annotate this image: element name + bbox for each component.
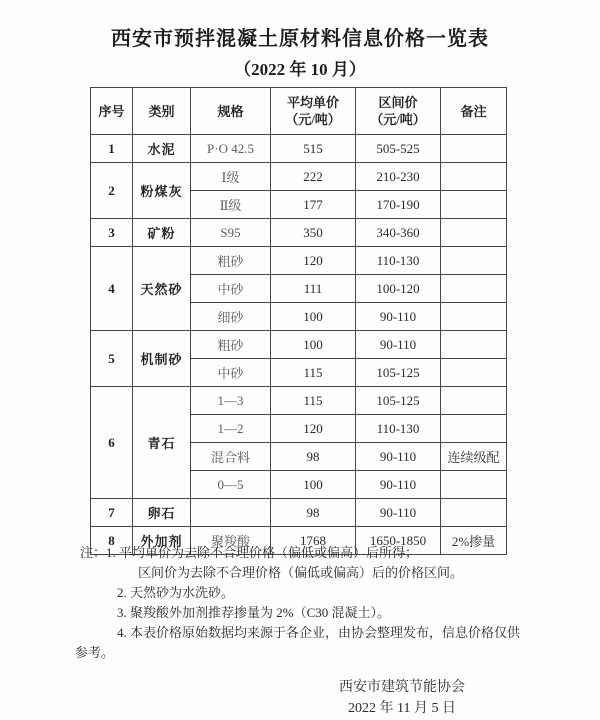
table-row <box>91 499 507 527</box>
cell-average-price: 98 <box>271 443 356 471</box>
cell-remark: 连续级配 <box>441 443 507 471</box>
column-header <box>441 88 507 135</box>
cell-range-price: 90-110 <box>356 471 441 499</box>
cell-category: 粉煤灰 <box>133 163 191 219</box>
cell-spec: 中砂 <box>191 275 271 303</box>
cell-spec: P·O 42.5 <box>191 135 271 163</box>
cell-serial: 1 <box>91 135 133 163</box>
cell-category: 卵石 <box>133 499 191 527</box>
cell-average-price: 111 <box>271 275 356 303</box>
table-row <box>91 135 507 163</box>
note-line: 3. 聚羧酸外加剂推荐掺量为 2%（C30 混凝土）。 <box>117 605 391 620</box>
table-row <box>91 387 507 415</box>
cell-spec: 1—3 <box>191 387 271 415</box>
page-title: 西安市预拌混凝土原材料信息价格一览表 <box>111 28 489 50</box>
cell-average-price: 1768 <box>271 527 356 555</box>
cell-serial: 6 <box>91 387 133 499</box>
table-row <box>91 247 507 275</box>
cell-remark <box>441 191 507 219</box>
cell-average-price: 120 <box>271 415 356 443</box>
cell-range-price: 90-110 <box>356 443 441 471</box>
cell-average-price: 120 <box>271 247 356 275</box>
cell-category: 天然砂 <box>133 247 191 331</box>
cell-category: 外加剂 <box>133 527 191 555</box>
cell-remark: 2%掺量 <box>441 527 507 555</box>
cell-range-price: 110-130 <box>356 415 441 443</box>
cell-remark <box>441 331 507 359</box>
signature-org: 西安市建筑节能协会 <box>339 680 465 695</box>
table-row <box>91 219 507 247</box>
cell-serial: 4 <box>91 247 133 331</box>
cell-spec: S95 <box>191 219 271 247</box>
cell-serial: 3 <box>91 219 133 247</box>
cell-range-price: 505-525 <box>356 135 441 163</box>
cell-remark <box>441 387 507 415</box>
cell-range-price: 170-190 <box>356 191 441 219</box>
table-row <box>91 163 507 191</box>
cell-spec: 1—2 <box>191 415 271 443</box>
column-header <box>91 88 133 135</box>
note-line: 4. 本表价格原始数据均来源于各企业，由协会整理发布，信息价格仅供 <box>117 625 521 640</box>
cell-remark <box>441 471 507 499</box>
cell-remark <box>441 303 507 331</box>
cell-category: 青石 <box>133 387 191 499</box>
page-subtitle: （2022 年 10 月） <box>234 60 366 79</box>
cell-average-price: 98 <box>271 499 356 527</box>
cell-remark <box>441 135 507 163</box>
column-header-label: 备注 <box>460 103 487 119</box>
signature-block <box>339 677 465 719</box>
column-header-label: 规格 <box>217 103 244 119</box>
cell-serial: 2 <box>91 163 133 219</box>
cell-spec: 0—5 <box>191 471 271 499</box>
cell-remark <box>441 275 507 303</box>
column-header <box>356 88 441 135</box>
cell-average-price: 222 <box>271 163 356 191</box>
column-header <box>133 88 191 135</box>
cell-range-price: 100-120 <box>356 275 441 303</box>
column-header-unit: （元/吨） <box>285 112 341 127</box>
cell-remark <box>441 415 507 443</box>
cell-average-price: 100 <box>271 303 356 331</box>
column-header-label: 序号 <box>98 103 125 119</box>
cell-range-price: 90-110 <box>356 499 441 527</box>
cell-spec: Ⅰ级 <box>191 163 271 191</box>
cell-spec: 混合料 <box>191 443 271 471</box>
signature-date: 2022 年 11 月 5 日 <box>348 701 456 716</box>
cell-average-price: 515 <box>271 135 356 163</box>
cell-range-price: 110-130 <box>356 247 441 275</box>
cell-serial: 5 <box>91 331 133 387</box>
column-header <box>191 88 271 135</box>
cell-category: 水泥 <box>133 135 191 163</box>
cell-spec: 细砂 <box>191 303 271 331</box>
cell-spec: 聚羧酸 <box>191 527 271 555</box>
cell-remark <box>441 247 507 275</box>
note-line: 注：1. 平均单价为去除不合理价格（偏低或偏高）后所得； <box>80 545 419 560</box>
price-table <box>90 87 507 555</box>
notes <box>75 543 537 663</box>
price-table-body <box>91 135 507 555</box>
cell-average-price: 100 <box>271 331 356 359</box>
cell-spec: 粗砂 <box>191 247 271 275</box>
cell-average-price: 177 <box>271 191 356 219</box>
table-row <box>91 331 507 359</box>
cell-category: 机制砂 <box>133 331 191 387</box>
cell-remark <box>441 219 507 247</box>
cell-average-price: 100 <box>271 471 356 499</box>
cell-category: 矿粉 <box>133 219 191 247</box>
note-line: 区间价为去除不合理价格（偏低或偏高）后的价格区间。 <box>138 565 464 580</box>
price-table-header-row <box>91 88 507 135</box>
column-header-label: 平均单价 <box>286 95 339 110</box>
cell-range-price: 210-230 <box>356 163 441 191</box>
cell-spec: Ⅱ级 <box>191 191 271 219</box>
cell-range-price: 90-110 <box>356 331 441 359</box>
cell-spec <box>191 499 271 527</box>
note-line: 2. 天然砂为水洗砂。 <box>117 585 235 600</box>
column-header-unit: （元/吨） <box>370 112 426 127</box>
cell-remark <box>441 359 507 387</box>
cell-range-price: 90-110 <box>356 303 441 331</box>
cell-serial: 8 <box>91 527 133 555</box>
cell-average-price: 115 <box>271 387 356 415</box>
cell-serial: 7 <box>91 499 133 527</box>
cell-range-price: 1650-1850 <box>356 527 441 555</box>
cell-remark <box>441 499 507 527</box>
cell-remark <box>441 163 507 191</box>
note-line: 参考。 <box>75 645 115 660</box>
cell-spec: 中砂 <box>191 359 271 387</box>
column-header <box>271 88 356 135</box>
cell-range-price: 105-125 <box>356 359 441 387</box>
cell-spec: 粗砂 <box>191 331 271 359</box>
cell-range-price: 105-125 <box>356 387 441 415</box>
cell-range-price: 340-360 <box>356 219 441 247</box>
column-header-label: 区间价 <box>378 95 418 110</box>
column-header-label: 类别 <box>148 103 175 119</box>
cell-average-price: 115 <box>271 359 356 387</box>
cell-average-price: 350 <box>271 219 356 247</box>
